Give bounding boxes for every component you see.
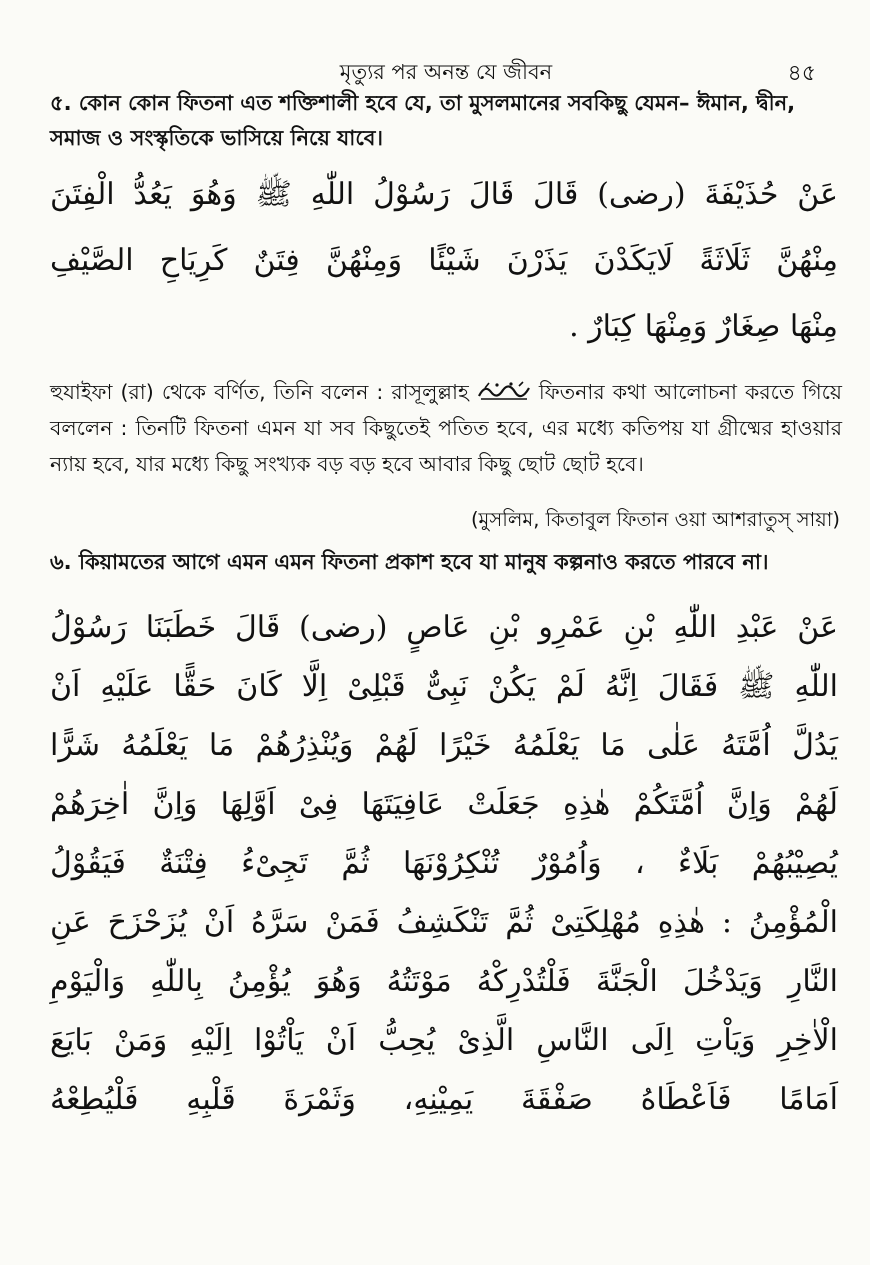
arabic-line: النَّارِ وَيَدْخُلَ الْجَنَّةَ فَلْتُدْرِكْهُ مَوْتَتُهُ وَهُوَ يُؤْمِنُ بِاللّٰهِ وَالْيَوْمِ <box>50 963 838 999</box>
running-title: মৃত্যুর পর অনন্ত যে জীবন <box>339 60 553 84</box>
section-5-heading: ৫. কোন কোন ফিতনা এত শক্তিশালী হবে যে, তা মুসলমানের সবকিছু যেমন– ঈমান, দ্বীন, সমাজ ও সংস্কৃতিকে ভাসিয়ে নিয়ে যাবে। <box>50 91 796 150</box>
translation-text-rest: ফিতনার কথা আলোচনা করতে গিয়ে বললেন : তিনটি ফিতনা এমন যা সব কিছুতেই পতিত হবে, এর মধ্যে কতিপয় যা গ্রীষ্মের হাওয়ার ন্যায় হবে, যার মধ্যে কিছু সংখ্যক বড় বড় হবে আবার কিছু ছোট ছোট হবে। <box>50 380 842 476</box>
page-number: ৪৫ <box>787 61 816 86</box>
salawat-calligraphy-icon <box>477 380 531 402</box>
arabic-line: يَدُلَّ اُمَّتَهُ عَلٰى مَا يَعْلَمُهُ خَيْرًا لَهُمْ وَيُنْذِرُهُمْ مَا يَعْلَمُهُ شَرًّا <box>50 727 838 763</box>
arabic-line: الْمُؤْمِنُ : هٰذِهِ مُهْلِكَتِىْ ثُمَّ تَنْكَشِفُ فَمَنْ سَرَّهُ اَنْ يُزَحْزَحَ عَنِ <box>50 904 838 940</box>
arabic-line: عَنْ حُذَيْفَةَ (رضى) قَالَ قَالَ رَسُوْلُ اللّٰهِ ﷺ وَهُوَ يَعُدُّ الْفِتَنَ <box>50 177 838 212</box>
arabic-line: مِنْهَا صِغَارٌ وَمِنْهَا كِبَارٌ . <box>569 309 838 344</box>
hadith-reference: (মুসলিম, কিতাবুল ফিতান ওয়া আশরাতুস্ সায়া) <box>470 507 840 531</box>
arabic-line: مِنْهُنَّ ثَلَاثَةً لَايَكَدْنَ يَذَرْنَ شَيْئًا وَمِنْهُنَّ فِتَنٌ كَرِيَاحِ الصَّيْفِ <box>50 243 838 278</box>
arabic-line: اَمَامًا فَاَعْطَاهُ صَفْقَةَ يَمِيْنِهِ، وَثَمْرَةَ قَلْبِهِ فَلْيُطِعْهُ <box>50 1081 838 1117</box>
translation-text-start: হুযাইফা (রা) থেকে বর্ণিত, তিনি বলেন : রাসূলুল্লাহ <box>50 380 469 404</box>
arabic-line: لَهُمْ وَاِنَّ اُمَّتَكُمْ هٰذِهِ جَعَلَتْ عَافِيَتَهَا فِىْ اَوَّلِهَا وَاِنَّ اٰخِرَهُمْ <box>50 786 838 822</box>
arabic-line: اللّٰهِ ﷺ فَقَالَ اِنَّهُ لَمْ يَكُنْ نَبِىٌّ قَبْلِىْ اِلَّا كَانَ حَقًّا عَلَيْهِ اَنْ <box>50 668 838 704</box>
arabic-line: يُصِيْبُهُمْ بَلَاءٌ ، وَاُمُوْرٌ تُنْكِرُوْنَهَا ثُمَّ تَجِىْءُ فِتْنَةٌ فَيَقُوْلُ <box>50 845 838 881</box>
page-header <box>50 0 842 86</box>
section-5-translation <box>50 374 842 482</box>
arabic-line: عَنْ عَبْدِ اللّٰهِ بْنِ عَمْرِو بْنِ عَاصٍ (رضى) قَالَ خَطَبَنَا رَسُوْلُ <box>50 609 838 645</box>
section-6-heading: ৬. কিয়ামতের আগে এমন এমন ফিতনা প্রকাশ হবে যা মানুষ কল্পনাও করতে পারবে না। <box>50 549 769 574</box>
section-6-arabic-hadith <box>50 598 842 1129</box>
arabic-line: الْاٰخِرِ وَيَاْتِ اِلَى النَّاسِ الَّذِىْ يُحِبُّ اَنْ يَاْتُوْا اِلَيْهِ وَمَنْ بَايَعَ <box>50 1022 838 1058</box>
section-5-arabic-hadith <box>50 162 842 360</box>
